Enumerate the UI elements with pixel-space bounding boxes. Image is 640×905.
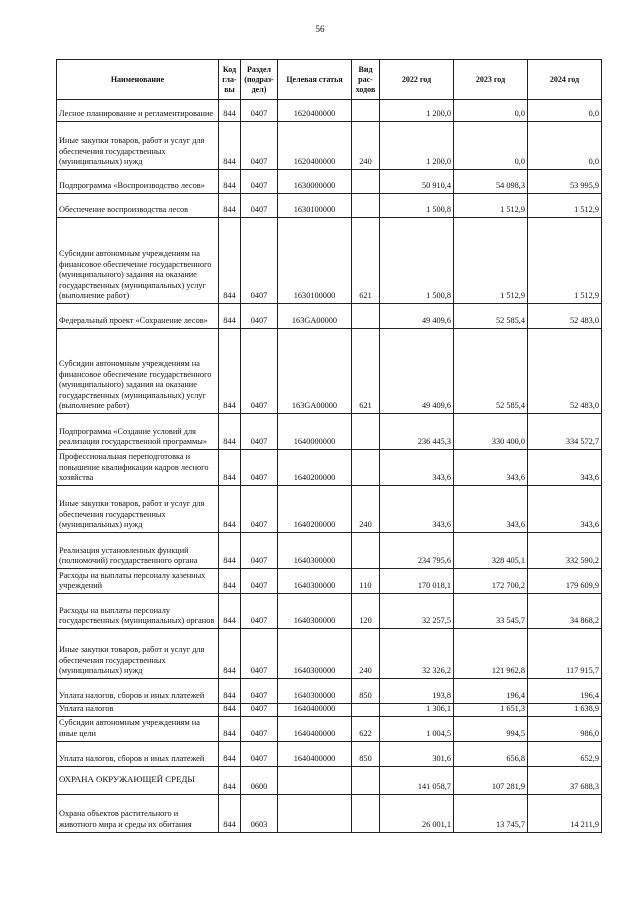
row-article — [278, 766, 352, 794]
row-name: Подпрограмма «Создание условий для реализации государственной программы» — [57, 414, 219, 450]
row-section: 0407 — [241, 741, 278, 766]
row-2022: 170 018,1 — [380, 569, 454, 594]
row-2023: 1 512,9 — [454, 218, 528, 304]
row-code: 844 — [219, 594, 241, 629]
row-name: Лесное планирование и регламентирование — [57, 100, 219, 122]
row-2022: 343,6 — [380, 450, 454, 486]
row-2024: 332 590,2 — [528, 533, 602, 569]
row-section: 0407 — [241, 122, 278, 170]
row-expense: 622 — [352, 716, 380, 741]
row-2022: 343,6 — [380, 486, 454, 533]
row-section: 0407 — [241, 629, 278, 679]
row-2022: 1 200,0 — [380, 100, 454, 122]
row-article: 1640300000 — [278, 533, 352, 569]
table-row — [57, 486, 602, 533]
row-2024: 34 868,2 — [528, 594, 602, 629]
table-row — [57, 679, 602, 704]
table-row — [57, 218, 602, 304]
table-row — [57, 122, 602, 170]
row-article: 163GA00000 — [278, 304, 352, 329]
row-section: 0407 — [241, 170, 278, 194]
row-2024: 343,6 — [528, 486, 602, 533]
row-2023: 54 098,3 — [454, 170, 528, 194]
row-2023: 33 545,7 — [454, 594, 528, 629]
row-name: Иные закупки товаров, работ и услуг для обеспечения государственных (муниципальных) нужд — [57, 629, 219, 679]
row-2023: 1 512,9 — [454, 194, 528, 218]
row-article: 1640400000 — [278, 704, 352, 717]
row-name: Уплата налогов, сборов и иных платежей — [57, 741, 219, 766]
row-article: 1640300000 — [278, 629, 352, 679]
col-header-section: Раздел (подраз-дел) — [241, 60, 278, 100]
row-2023: 107 281,9 — [454, 766, 528, 794]
row-2024: 53 995,9 — [528, 170, 602, 194]
col-header-expense: Вид рас-ходов — [352, 60, 380, 100]
row-2023: 328 405,1 — [454, 533, 528, 569]
table-row — [57, 304, 602, 329]
col-header-2024: 2024 год — [528, 60, 602, 100]
row-2024: 1 512,9 — [528, 218, 602, 304]
row-section: 0407 — [241, 194, 278, 218]
row-article: 1630000000 — [278, 170, 352, 194]
row-article: 1620400000 — [278, 100, 352, 122]
table-row — [57, 704, 602, 717]
row-article: 1640400000 — [278, 716, 352, 741]
row-2023: 343,6 — [454, 450, 528, 486]
row-2022: 32 257,5 — [380, 594, 454, 629]
row-code: 844 — [219, 486, 241, 533]
table-row — [57, 329, 602, 414]
row-2024: 1 512,9 — [528, 194, 602, 218]
table-row — [57, 569, 602, 594]
row-expense: 110 — [352, 569, 380, 594]
row-2022: 141 058,7 — [380, 766, 454, 794]
row-expense: 621 — [352, 329, 380, 414]
row-2023: 196,4 — [454, 679, 528, 704]
row-section: 0407 — [241, 533, 278, 569]
row-section: 0407 — [241, 679, 278, 704]
row-code: 844 — [219, 218, 241, 304]
row-code: 844 — [219, 122, 241, 170]
row-2022: 193,8 — [380, 679, 454, 704]
row-code: 844 — [219, 794, 241, 832]
col-header-code: Код гла-вы — [219, 60, 241, 100]
row-expense: 240 — [352, 629, 380, 679]
row-section: 0407 — [241, 486, 278, 533]
row-2023: 121 962,8 — [454, 629, 528, 679]
row-name: Расходы на выплаты персоналу казенных учреждений — [57, 569, 219, 594]
row-section: 0407 — [241, 304, 278, 329]
row-section: 0407 — [241, 450, 278, 486]
row-expense: 850 — [352, 741, 380, 766]
row-name: Субсидии автономным учреждениям на финансовое обеспечение государственного (муниципального) задания на оказание государственных (муниципальных) услуг (выполнение работ) — [57, 329, 219, 414]
row-section: 0407 — [241, 329, 278, 414]
row-code: 844 — [219, 704, 241, 717]
row-expense: 850 — [352, 679, 380, 704]
row-expense — [352, 794, 380, 832]
row-2023: 52 585,4 — [454, 304, 528, 329]
row-article: 1640200000 — [278, 450, 352, 486]
row-2024: 343,6 — [528, 450, 602, 486]
row-name: Профессиональная переподготовка и повышение квалификации кадров лесного хозяйства — [57, 450, 219, 486]
row-2023: 656,8 — [454, 741, 528, 766]
row-2022: 1 200,0 — [380, 122, 454, 170]
table-row — [57, 766, 602, 794]
table-row — [57, 794, 602, 832]
row-2023: 52 585,4 — [454, 329, 528, 414]
row-2023: 994,5 — [454, 716, 528, 741]
row-2024: 117 915,7 — [528, 629, 602, 679]
row-2022: 1 500,8 — [380, 194, 454, 218]
row-section: 0407 — [241, 100, 278, 122]
row-2022: 49 409,6 — [380, 329, 454, 414]
row-code: 844 — [219, 679, 241, 704]
row-2023: 0,0 — [454, 100, 528, 122]
col-header-article: Целевая статья — [278, 60, 352, 100]
table-row — [57, 170, 602, 194]
row-2024: 986,0 — [528, 716, 602, 741]
row-2022: 236 445,3 — [380, 414, 454, 450]
row-code: 844 — [219, 194, 241, 218]
row-2022: 1 004,5 — [380, 716, 454, 741]
row-section: 0407 — [241, 704, 278, 717]
row-2023: 172 700,2 — [454, 569, 528, 594]
row-section: 0407 — [241, 594, 278, 629]
row-2024: 37 688,3 — [528, 766, 602, 794]
row-2024: 0,0 — [528, 122, 602, 170]
row-2024: 334 572,7 — [528, 414, 602, 450]
row-article: 1640400000 — [278, 741, 352, 766]
row-code: 844 — [219, 329, 241, 414]
row-article: 1640000000 — [278, 414, 352, 450]
row-2022: 1 306,1 — [380, 704, 454, 717]
row-name: Подпрограмма «Воспроизводство лесов» — [57, 170, 219, 194]
row-expense: 240 — [352, 122, 380, 170]
row-expense — [352, 170, 380, 194]
row-section: 0407 — [241, 218, 278, 304]
row-name: ОХРАНА ОКРУЖАЮЩЕЙ СРЕДЫ — [57, 766, 219, 794]
row-section: 0603 — [241, 794, 278, 832]
row-2022: 234 795,6 — [380, 533, 454, 569]
table-row — [57, 741, 602, 766]
row-article: 163GA00000 — [278, 329, 352, 414]
row-code: 844 — [219, 170, 241, 194]
row-2024: 0,0 — [528, 100, 602, 122]
row-code: 844 — [219, 533, 241, 569]
table-row — [57, 194, 602, 218]
row-2022: 1 500,8 — [380, 218, 454, 304]
row-name: Уплата налогов, сборов и иных платежей — [57, 679, 219, 704]
row-expense: 240 — [352, 486, 380, 533]
row-expense: 120 — [352, 594, 380, 629]
row-2022: 49 409,6 — [380, 304, 454, 329]
row-name: Уплата налогов — [57, 704, 219, 717]
row-2023: 1 651,3 — [454, 704, 528, 717]
table-row — [57, 629, 602, 679]
row-2024: 196,4 — [528, 679, 602, 704]
row-expense — [352, 533, 380, 569]
table-row — [57, 100, 602, 122]
row-name: Федеральный проект «Сохранение лесов» — [57, 304, 219, 329]
row-expense — [352, 100, 380, 122]
row-name: Субсидии автономным учреждениям на финансовое обеспечение государственного (муниципального) задания на оказание государственных (муниципальных) услуг (выполнение работ) — [57, 218, 219, 304]
row-2023: 0,0 — [454, 122, 528, 170]
row-2022: 50 910,4 — [380, 170, 454, 194]
row-2024: 14 211,9 — [528, 794, 602, 832]
row-name: Реализация установленных функций (полномочий) государственного органа — [57, 533, 219, 569]
row-code: 844 — [219, 766, 241, 794]
row-2023: 330 400,0 — [454, 414, 528, 450]
row-name: Охрана объектов растительного и животного мира и среды их обитания — [57, 794, 219, 832]
row-expense — [352, 704, 380, 717]
table-row — [57, 716, 602, 741]
col-header-name: Наименование — [57, 60, 219, 100]
table-row — [57, 594, 602, 629]
page-number: 56 — [315, 24, 325, 34]
table-row — [57, 533, 602, 569]
row-article: 1630100000 — [278, 194, 352, 218]
row-article: 1620400000 — [278, 122, 352, 170]
row-2023: 13 745,7 — [454, 794, 528, 832]
row-expense — [352, 194, 380, 218]
row-article — [278, 794, 352, 832]
row-2022: 26 001,1 — [380, 794, 454, 832]
row-code: 844 — [219, 569, 241, 594]
row-2022: 301,6 — [380, 741, 454, 766]
row-2022: 32 326,2 — [380, 629, 454, 679]
row-2024: 52 483,0 — [528, 304, 602, 329]
row-expense: 621 — [352, 218, 380, 304]
row-name: Субсидии автономным учреждениям на иные цели — [57, 716, 219, 741]
row-2024: 179 609,9 — [528, 569, 602, 594]
budget-table — [56, 59, 602, 833]
table-row — [57, 414, 602, 450]
row-code: 844 — [219, 741, 241, 766]
row-section: 0407 — [241, 716, 278, 741]
table-row — [57, 450, 602, 486]
row-expense — [352, 304, 380, 329]
table-header-row — [57, 60, 602, 100]
row-name: Иные закупки товаров, работ и услуг для обеспечения государственных (муниципальных) нужд — [57, 122, 219, 170]
row-name: Обеспечение воспроизводства лесов — [57, 194, 219, 218]
row-name: Расходы на выплаты персоналу государственных (муниципальных) органов — [57, 594, 219, 629]
row-article: 1640200000 — [278, 486, 352, 533]
row-expense — [352, 450, 380, 486]
row-expense — [352, 414, 380, 450]
row-code: 844 — [219, 100, 241, 122]
row-code: 844 — [219, 629, 241, 679]
row-code: 844 — [219, 450, 241, 486]
row-article: 1640300000 — [278, 594, 352, 629]
row-section: 0407 — [241, 414, 278, 450]
row-name: Иные закупки товаров, работ и услуг для обеспечения государственных (муниципальных) нужд — [57, 486, 219, 533]
row-2024: 652,9 — [528, 741, 602, 766]
row-code: 844 — [219, 304, 241, 329]
row-code: 844 — [219, 414, 241, 450]
row-2024: 52 483,0 — [528, 329, 602, 414]
col-header-2022: 2022 год — [380, 60, 454, 100]
row-article: 1640300000 — [278, 679, 352, 704]
row-2023: 343,6 — [454, 486, 528, 533]
row-2024: 1 638,9 — [528, 704, 602, 717]
row-article: 1640300000 — [278, 569, 352, 594]
row-section: 0407 — [241, 569, 278, 594]
row-expense — [352, 766, 380, 794]
row-code: 844 — [219, 716, 241, 741]
row-article: 1630100000 — [278, 218, 352, 304]
col-header-2023: 2023 год — [454, 60, 528, 100]
row-section: 0600 — [241, 766, 278, 794]
